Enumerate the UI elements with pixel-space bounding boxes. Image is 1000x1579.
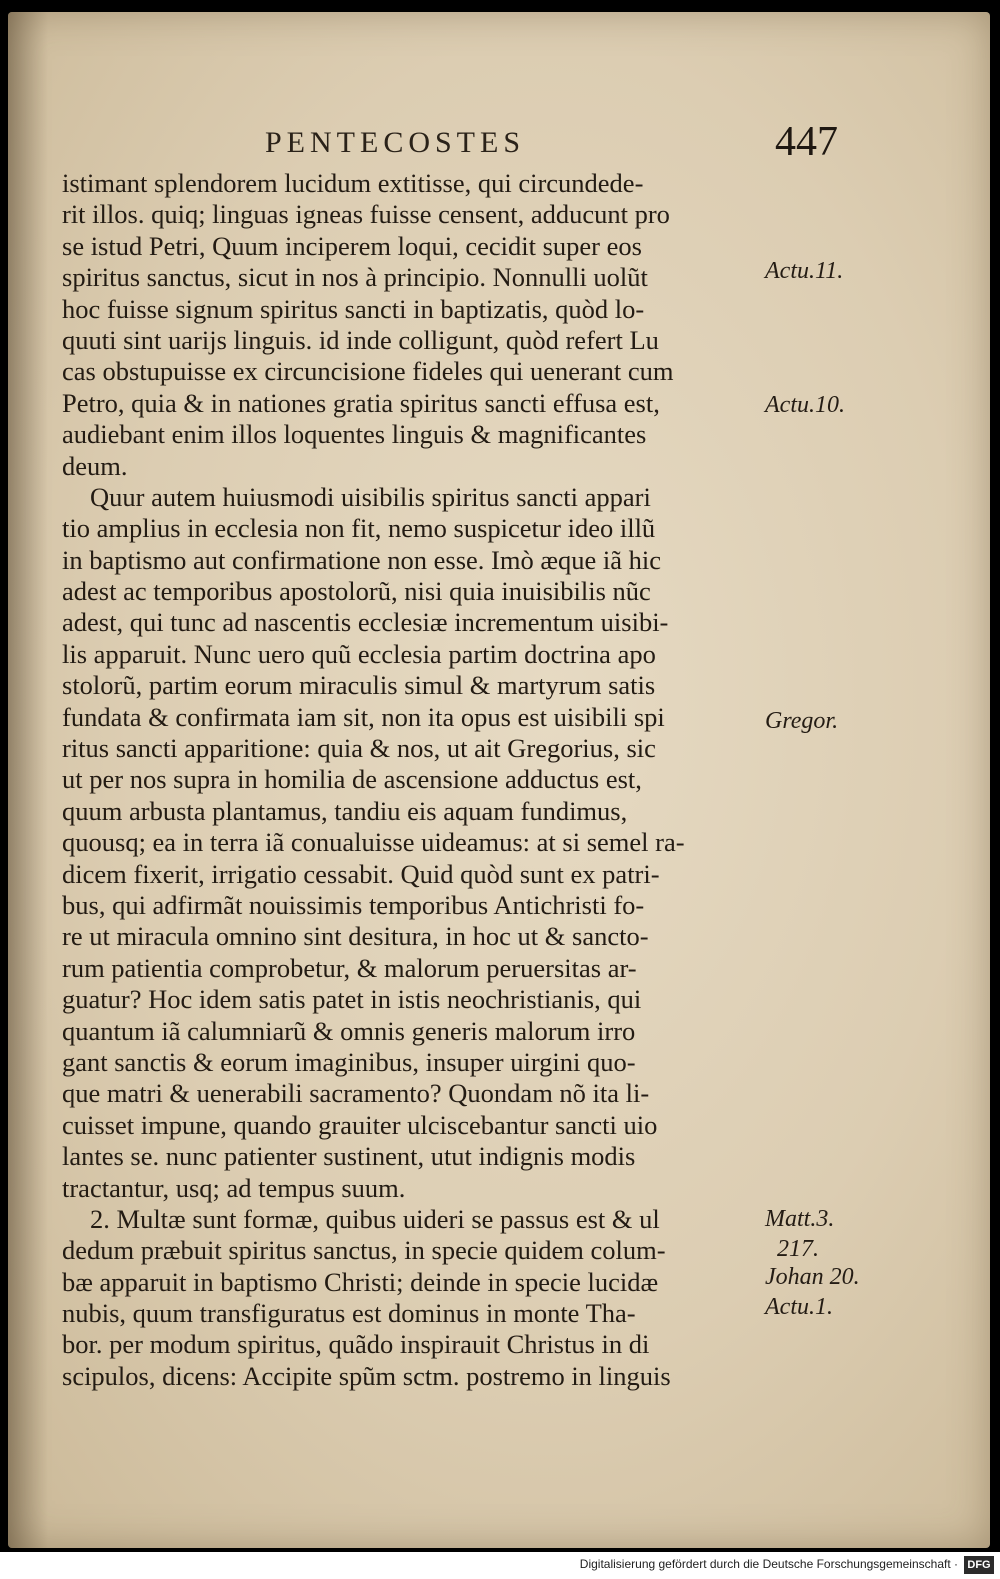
paragraph-start-line: Quur autem huiusmodi uisibilis spiritus sancti appari — [90, 481, 651, 512]
text-line: quuti sint uarijs linguis. id inde colligunt, quòd refert Lu — [62, 324, 659, 355]
text-line: cuisset impune, quando grauiter ulciscebantur sancti uio — [62, 1109, 658, 1140]
text-line: bæ apparuit in baptismo Christi; deinde in specie lucidæ — [62, 1266, 659, 1297]
text-line: que matri & uenerabili sacramento? Quondam nõ ita li- — [62, 1078, 650, 1109]
text-line: rum patientia comprobetur, & malorum peruersitas ar- — [62, 952, 637, 983]
margin-note: Matt.3. — [765, 1206, 835, 1232]
text-line: quantum iã calumniarũ & omnis generis malorum irro — [62, 1015, 636, 1046]
text-line: quum arbusta plantamus, tandiu eis aquam fundimus, — [62, 795, 628, 826]
text-line: istimant splendorem lucidum extitisse, qui circundede- — [62, 168, 644, 198]
dfg-logo: DFG — [964, 1556, 994, 1574]
body-text — [62, 168, 762, 1392]
paragraph-start-line: 2. Multæ sunt formæ, quibus uideri se passus est & ul — [90, 1203, 660, 1234]
text-line: se istud Petri, Quum inciperem loqui, cecidit super eos — [62, 230, 642, 261]
text-line: ut per nos supra in homilia de ascensione adductus est, — [62, 764, 642, 795]
funding-credit: Digitalisierung gefördert durch die Deutsche Forschungsgemeinschaft · — [579, 1557, 958, 1571]
text-line: dicem fixerit, irrigatio cessabit. Quid quòd sunt ex patri- — [62, 858, 660, 889]
text-line: quousq; ea in terra iã conualuisse uideamus: at si semel ra- — [62, 827, 685, 858]
page-gutter-shadow — [8, 12, 48, 1548]
text-line: stolorũ, partim eorum miraculis simul & martyrum satis — [62, 670, 656, 701]
text-line: tio amplius in ecclesia non fit, nemo suspicetur ideo illũ — [62, 513, 656, 544]
text-line: spiritus sanctus, sicut in nos à principio. Nonnulli uolũt — [62, 262, 648, 293]
text-line: gant sanctis & eorum imaginibus, insuper uirgini quo- — [62, 1046, 636, 1077]
text-line: deum. — [62, 450, 128, 481]
text-line: ritus sancti apparitione: quia & nos, ut ait Gregorius, sic — [62, 733, 656, 764]
margin-note: Actu.10. — [765, 392, 845, 418]
margin-note: Gregor. — [765, 708, 839, 734]
text-line: fundata & confirmata iam sit, non ita opus est uisibili spi — [62, 701, 665, 732]
text-line: bus, qui adfirmãt nouissimis temporibus Antichristi fo- — [62, 889, 645, 920]
text-line: guatur? Hoc idem satis patet in istis neochristianis, qui — [62, 984, 642, 1015]
text-line: adest ac temporibus apostolorũ, nisi quia inuisibilis nũc — [62, 576, 651, 607]
text-line: audiebant enim illos loquentes linguis & magnificantes — [62, 419, 647, 450]
text-line: nubis, quum transfiguratus est dominus in monte Tha- — [62, 1298, 636, 1329]
text-line: dedum præbuit spiritus sanctus, in specie quidem colum- — [62, 1235, 666, 1266]
text-line: re ut miracula omnino sint desitura, in hoc ut & sancto- — [62, 921, 649, 952]
text-line: rit illos. quiq; linguas igneas fuisse censent, adducunt pro — [62, 199, 670, 230]
text-line: Petro, quia & in nationes gratia spiritus sancti effusa est, — [62, 387, 660, 418]
text-line: lantes se. nunc patienter sustinent, utut indignis modis — [62, 1141, 636, 1172]
margin-note: Actu.11. — [765, 258, 844, 284]
text-line: bor. per modum spiritus, quãdo inspirauit Christus in di — [62, 1329, 650, 1360]
margin-note: 217. — [777, 1236, 819, 1262]
text-line: cas obstupuisse ex circuncisione fideles qui uenerant cum — [62, 356, 674, 387]
text-line: hoc fuisse signum spiritus sancti in baptizatis, quòd lo- — [62, 293, 645, 324]
text-line: in baptismo aut confirmatione non esse. Imò æque iã hic — [62, 544, 662, 575]
text-line: adest, qui tunc ad nascentis ecclesiæ incrementum uisibi- — [62, 607, 669, 638]
margin-note: Johan 20. — [765, 1264, 860, 1290]
running-title: PENTECOSTES — [265, 126, 526, 159]
footer-bar — [0, 1552, 1000, 1579]
marginalia — [765, 0, 895, 1540]
margin-note: Actu.1. — [765, 1294, 833, 1320]
page-number: 447 — [775, 119, 838, 165]
text-line: lis apparuit. Nunc uero quũ ecclesia partim doctrina apo — [62, 638, 656, 669]
text-line: tractantur, usq; ad tempus suum. — [62, 1172, 406, 1203]
text-line: scipulos, dicens: Accipite spũm sctm. postremo in linguis — [62, 1360, 671, 1391]
